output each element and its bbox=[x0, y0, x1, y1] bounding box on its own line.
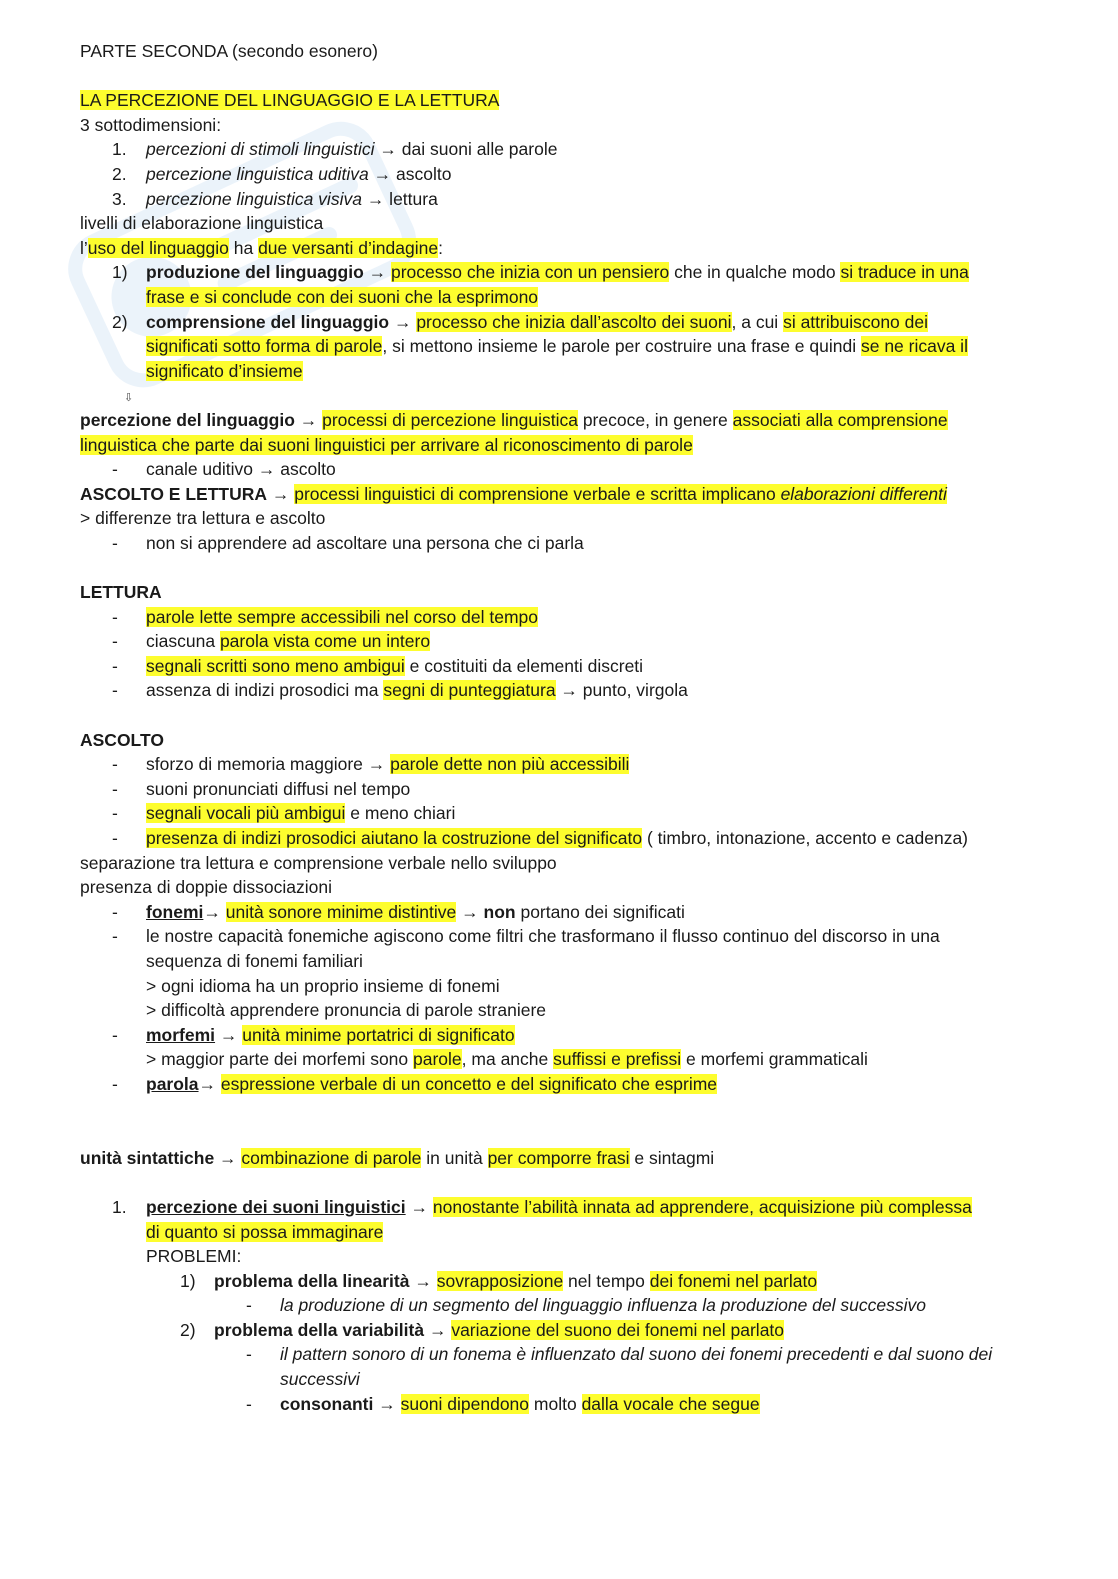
problema-item: 1) problema della linearità → sovrapposizione nel tempo dei fonemi nel parlato bbox=[180, 1270, 818, 1291]
percezione-line-cont bbox=[80, 433, 1040, 458]
versante-item-cont bbox=[80, 285, 1040, 310]
levels-line: livelli di elaborazione linguistica bbox=[80, 213, 324, 234]
text-segment: il pattern sonoro di un fonema è influenzato dal suono dei fonemi precedenti e dal suono dei bbox=[280, 1344, 993, 1365]
text-segment: → bbox=[373, 1393, 401, 1414]
text-segment: → bbox=[405, 1196, 433, 1217]
text-segment: unità minime portatrici di significato bbox=[242, 1024, 515, 1045]
bullet-item: - non si apprendere ad ascoltare una persona che ci parla bbox=[112, 532, 584, 553]
problema-sub-item-cont bbox=[80, 1367, 1040, 1392]
bullet-item: - parole lette sempre accessibili nel corso del tempo bbox=[112, 606, 538, 627]
text-segment: processo che inizia con un pensiero bbox=[391, 262, 670, 283]
text-segment: segni di punteggiatura bbox=[383, 680, 556, 701]
text-segment: → bbox=[363, 262, 391, 283]
text-segment: non bbox=[483, 901, 516, 922]
text-segment: di quanto si possa immaginare bbox=[146, 1221, 384, 1242]
text-segment: variazione del suono dei fonemi nel parlato bbox=[451, 1319, 785, 1340]
text-segment: significati sotto forma di parole bbox=[146, 336, 383, 357]
differenze-line: > differenze tra lettura e ascolto bbox=[80, 508, 326, 529]
bullet-item: - segnali scritti sono meno ambigui e costituiti da elementi discreti bbox=[112, 655, 644, 676]
problemi-label: PROBLEMI: bbox=[146, 1246, 242, 1267]
text-segment: parola bbox=[146, 1073, 199, 1094]
text-segment: consonanti bbox=[280, 1393, 374, 1414]
bullet-item-cont: sequenza di fonemi familiari bbox=[146, 950, 363, 971]
section-heading: LA PERCEZIONE DEL LINGUAGGIO E LA LETTURA bbox=[80, 90, 500, 111]
text-segment: significato d’insieme bbox=[146, 360, 303, 381]
ascolto-heading: ASCOLTO bbox=[80, 729, 164, 750]
versante-item-cont bbox=[80, 359, 1040, 384]
text-segment: se ne ricava il bbox=[860, 336, 968, 357]
text-segment: assenza di indizi prosodici ma bbox=[146, 680, 384, 701]
text-segment: segnali scritti sono meno ambigui bbox=[146, 655, 405, 676]
text-segment: precoce, in genere bbox=[577, 409, 733, 430]
ascolto-lettura-line bbox=[80, 482, 1040, 507]
text-segment: problema della linearità bbox=[214, 1270, 410, 1291]
text-segment: in unità bbox=[421, 1147, 488, 1168]
text-segment: espressione verbale di un concetto e del significato che esprime bbox=[220, 1073, 718, 1094]
text-segment: , a cui bbox=[731, 311, 784, 332]
percezione-line bbox=[80, 408, 1040, 433]
text-segment: , ma anche bbox=[461, 1049, 554, 1070]
perc-suoni-item-cont bbox=[80, 1220, 1040, 1245]
text-segment: → bbox=[203, 901, 226, 922]
text-segment: frase e si conclude con dei suoni che la esprimono bbox=[146, 286, 539, 307]
text-segment: e morfemi grammaticali bbox=[681, 1049, 868, 1070]
text-segment: si attribuiscono dei bbox=[783, 311, 929, 332]
text-segment: → bbox=[409, 1270, 437, 1291]
text-segment: → bbox=[214, 1147, 242, 1168]
text-segment: → bbox=[389, 311, 417, 332]
text-segment: sforzo di memoria maggiore → bbox=[146, 754, 391, 775]
text-segment: successivi bbox=[280, 1369, 360, 1390]
text-segment: per comporre frasi bbox=[487, 1147, 630, 1168]
text-segment: molto bbox=[529, 1393, 582, 1414]
text-segment: nonostante l’abilità innata ad apprendere, acquisizione più complessa bbox=[432, 1196, 972, 1217]
doppie-line: presenza di doppie dissociazioni bbox=[80, 877, 332, 898]
separazione-line: separazione tra lettura e comprensione verbale nello sviluppo bbox=[80, 852, 557, 873]
text-segment: ASCOLTO E LETTURA bbox=[80, 483, 267, 504]
text-segment: → bbox=[198, 1073, 221, 1094]
sub-intro: 3 sottodimensioni: bbox=[80, 114, 222, 135]
bullet-item: - assenza di indizi prosodici ma segni di punteggiatura → punto, virgola bbox=[112, 680, 688, 701]
text-segment: suoni pronunciati diffusi nel tempo bbox=[146, 778, 411, 799]
versante-item: 1) produzione del linguaggio → processo che inizia con un pensiero che in qualche modo si traduce in una bbox=[112, 262, 969, 283]
text-segment: nel tempo bbox=[563, 1270, 650, 1291]
bullet-item-morfemi: - morfemi → unità minime portatrici di significato bbox=[112, 1024, 515, 1045]
text-segment: → punto, virgola bbox=[555, 680, 688, 701]
text-segment: morfemi bbox=[146, 1024, 216, 1045]
document-title: PARTE SECONDA (secondo esonero) bbox=[80, 41, 378, 61]
text-segment: comprensione del linguaggio bbox=[146, 311, 390, 332]
sub-note: > difficoltà apprendere pronuncia di parole straniere bbox=[146, 1000, 547, 1021]
text-segment: segnali vocali più ambigui bbox=[146, 803, 346, 824]
text-segment: e meno chiari bbox=[345, 803, 456, 824]
text-segment: ciascuna bbox=[146, 631, 220, 652]
text-segment: parole lette sempre accessibili nel corso del tempo bbox=[146, 606, 538, 627]
text-segment: associati alla comprensione bbox=[732, 409, 948, 430]
uso-line: l’uso del linguaggio ha due versanti d’indagine: bbox=[80, 237, 443, 258]
perc-suoni-item: 1. percezione dei suoni linguistici → nonostante l’abilità innata ad apprendere, acquisizione più complessa bbox=[112, 1196, 972, 1217]
text-segment: processo che inizia dall’ascolto dei suoni bbox=[416, 311, 732, 332]
text-segment: combinazione di parole bbox=[241, 1147, 422, 1168]
bullet-item: - suoni pronunciati diffusi nel tempo bbox=[112, 778, 411, 799]
unita-line bbox=[80, 1146, 1040, 1171]
problema-sub-item: - consonanti → suoni dipendono molto dalla vocale che segue bbox=[246, 1393, 760, 1414]
text-segment: elaborazioni differenti bbox=[780, 483, 947, 504]
text-segment: e sintagmi bbox=[629, 1147, 715, 1168]
bullet-item-parola: - parola→ espressione verbale di un concetto e del significato che esprime bbox=[112, 1073, 718, 1094]
text-segment: percezione del linguaggio bbox=[80, 409, 295, 430]
versante-item-cont bbox=[80, 334, 1040, 359]
text-segment: → bbox=[424, 1319, 452, 1340]
text-segment: → bbox=[294, 409, 323, 430]
bullet-item: - le nostre capacità fonemiche agiscono come filtri che trasformano il flusso continuo del discorso in una bbox=[112, 926, 940, 947]
bullet-item: - segnali vocali più ambigui e meno chiari bbox=[112, 803, 456, 824]
text-segment: fonemi bbox=[146, 901, 204, 922]
sub-note bbox=[80, 1047, 1040, 1072]
versante-item: 2) comprensione del linguaggio → processo che inizia dall’ascolto dei suoni, a cui si attribuiscono dei bbox=[112, 311, 929, 332]
bullet-item: - ciascuna parola vista come un intero bbox=[112, 631, 431, 652]
text-segment: → bbox=[267, 483, 295, 504]
text-segment: sovrapposizione bbox=[436, 1270, 564, 1291]
sub-item: 1. percezioni di stimoli linguistici → dai suoni alle parole bbox=[112, 139, 558, 160]
bullet-item-fonemi: - fonemi→ unità sonore minime distintive → non portano dei significati bbox=[112, 901, 685, 922]
text-segment: dei fonemi nel parlato bbox=[649, 1270, 818, 1291]
text-segment: problema della variabilità bbox=[214, 1319, 425, 1340]
text-segment: e costituiti da elementi discreti bbox=[404, 655, 644, 676]
text-segment: → bbox=[456, 901, 484, 922]
sub-note: > ogni idioma ha un proprio insieme di fonemi bbox=[146, 975, 500, 996]
text-segment: linguistica che parte dai suoni linguistici per arrivare al riconoscimento di parole bbox=[80, 434, 693, 455]
text-segment: portano dei significati bbox=[515, 901, 685, 922]
text-segment: suffissi e prefissi bbox=[553, 1049, 682, 1070]
text-segment: si traduce in una bbox=[840, 262, 969, 283]
bullet-item: - sforzo di memoria maggiore → parole dette non più accessibili bbox=[112, 754, 630, 775]
problema-item: 2) problema della variabilità → variazione del suono dei fonemi nel parlato bbox=[180, 1319, 785, 1340]
text-segment: che in qualche modo bbox=[669, 262, 841, 283]
text-segment: suoni dipendono bbox=[400, 1393, 530, 1414]
text-segment: produzione del linguaggio bbox=[146, 262, 364, 283]
text-segment: dalla vocale che segue bbox=[581, 1393, 760, 1414]
sub-item: 3. percezione linguistica visiva → lettura bbox=[112, 188, 438, 209]
text-segment: → bbox=[215, 1024, 243, 1045]
text-segment: ( timbro, intonazione, accento e cadenza) bbox=[642, 828, 969, 848]
text-segment: presenza di indizi prosodici aiutano la costruzione del significato bbox=[146, 828, 643, 848]
problema-sub-item: - il pattern sonoro di un fonema è influenzato dal suono dei fonemi precedenti e dal suono dei bbox=[246, 1344, 993, 1365]
lettura-heading: LETTURA bbox=[80, 582, 162, 603]
text-segment: unità sonore minime distintive bbox=[225, 901, 457, 922]
text-segment: unità sintattiche bbox=[80, 1147, 215, 1168]
bullet-item: - presenza di indizi prosodici aiutano la costruzione del significato ( timbro, intonazione, accento e cadenza) bbox=[112, 828, 969, 848]
text-segment: processi linguistici di comprensione verbale e scritta implicano bbox=[294, 483, 781, 504]
text-segment: la produzione di un segmento del linguaggio influenza la produzione del successivo bbox=[280, 1295, 926, 1316]
text-segment: percezione dei suoni linguistici bbox=[146, 1196, 406, 1217]
text-segment: parola vista come un intero bbox=[219, 631, 431, 652]
document-page bbox=[80, 39, 1040, 1416]
text-segment: processi di percezione linguistica bbox=[322, 409, 578, 430]
sub-item: 2. percezione linguistica uditiva → ascolto bbox=[112, 163, 452, 184]
text-segment: parole dette non più accessibili bbox=[390, 754, 630, 775]
bullet-item: - canale uditivo → ascolto bbox=[112, 459, 336, 480]
problema-sub-item: - la produzione di un segmento del linguaggio influenza la produzione del successivo bbox=[246, 1295, 926, 1316]
text-segment: parole bbox=[413, 1049, 462, 1070]
text-segment: , si mettono insieme le parole per costruire una frase e quindi bbox=[382, 336, 861, 357]
text-segment: > maggior parte dei morfemi sono bbox=[146, 1049, 414, 1070]
down-arrow-icon: ⇩ bbox=[124, 392, 134, 405]
